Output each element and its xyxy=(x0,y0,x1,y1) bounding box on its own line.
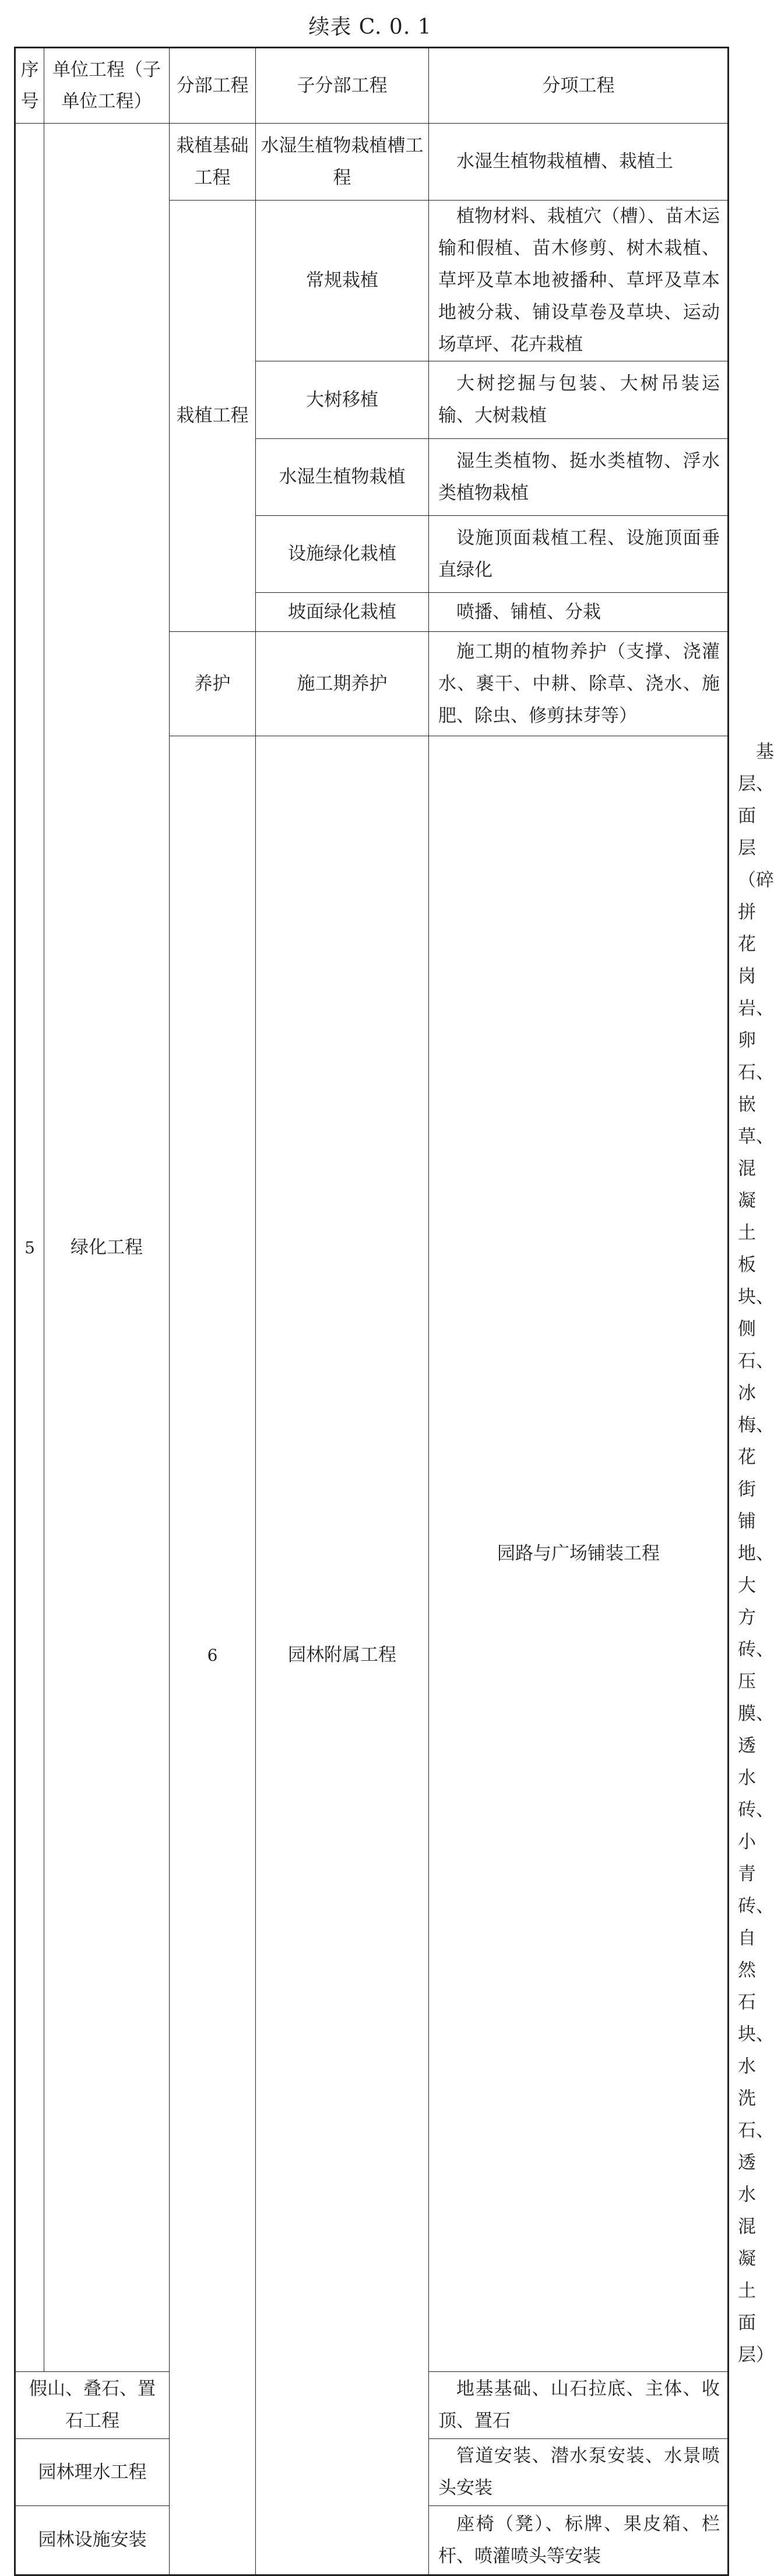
item-cell: 管道安装、潜水泵安装、水景喷头安装 xyxy=(429,2439,729,2506)
unit-cell: 园林附属工程 xyxy=(256,736,429,2575)
item-cell: 植物材料、栽植穴（槽）、苗木运输和假植、苗木修剪、树木栽植、草坪及草本地被播种、草坪及草本地被分栽、铺设草卷及草块、运动场草坪、花卉栽植 xyxy=(429,201,729,361)
item-cell: 座椅（凳）、标牌、果皮箱、栏杆、喷灌喷头等安装 xyxy=(429,2506,729,2575)
subdivision-cell: 常规栽植 xyxy=(256,201,429,361)
header-seq: 序号 xyxy=(15,48,44,124)
item-cell: 施工期的植物养护（支撑、浇灌水、裹干、中耕、除草、浇水、施肥、除虫、修剪抹芽等） xyxy=(429,632,729,736)
subdivision-cell: 设施绿化栽植 xyxy=(256,516,429,593)
division-cell: 栽植工程 xyxy=(170,201,256,632)
subdivision-cell: 水湿生植物栽植 xyxy=(256,439,429,516)
division-cell: 栽植基础工程 xyxy=(170,124,256,201)
header-row xyxy=(15,48,729,124)
header-subdivision: 子分部工程 xyxy=(256,48,429,124)
division-cell: 假山、叠石、置石工程 xyxy=(15,2372,170,2439)
division-cell: 养护 xyxy=(170,632,256,736)
item-cell: 水湿生植物栽植槽、栽植土 xyxy=(429,124,729,201)
division-cell: 园林理水工程 xyxy=(15,2439,170,2506)
table-row: 6 园林附属工程 园路与广场铺装工程 基层、面层（碎拼花岗岩、卵石、嵌草、混凝土板块、侧石、冰梅、花街铺地、大方砖、压膜、透水砖、小青砖、自然石块、水洗石、透水混凝土面层） xyxy=(15,736,729,2372)
seq-cell: 6 xyxy=(170,736,256,2575)
table-row xyxy=(15,124,729,201)
header-division: 分部工程 xyxy=(170,48,256,124)
header-item: 分项工程 xyxy=(429,48,729,124)
item-cell: 喷播、铺植、分栽 xyxy=(429,593,729,632)
subdivision-cell: 水湿生植物栽植槽工程 xyxy=(256,124,429,201)
unit-cell: 绿化工程 xyxy=(44,124,170,2372)
division-cell: 园路与广场铺装工程 xyxy=(429,736,729,2372)
subdivision-cell: 坡面绿化栽植 xyxy=(256,593,429,632)
seq-cell: 5 xyxy=(15,124,44,2372)
item-cell: 地基基础、山石拉底、主体、收顶、置石 xyxy=(429,2372,729,2439)
item-cell: 湿生类植物、挺水类植物、浮水类植物栽植 xyxy=(429,439,729,516)
subdivision-cell: 施工期养护 xyxy=(256,632,429,736)
item-cell: 设施顶面栽植工程、设施顶面垂直绿化 xyxy=(429,516,729,593)
division-cell: 园林设施安装 xyxy=(15,2506,170,2575)
header-unit: 单位工程（子单位工程） xyxy=(44,48,170,124)
table-title: 续表 C. 0. 1 xyxy=(308,15,432,39)
subdivision-cell: 大树移植 xyxy=(256,361,429,439)
division-table xyxy=(14,47,774,2576)
item-cell: 大树挖掘与包装、大树吊装运输、大树栽植 xyxy=(429,361,729,439)
